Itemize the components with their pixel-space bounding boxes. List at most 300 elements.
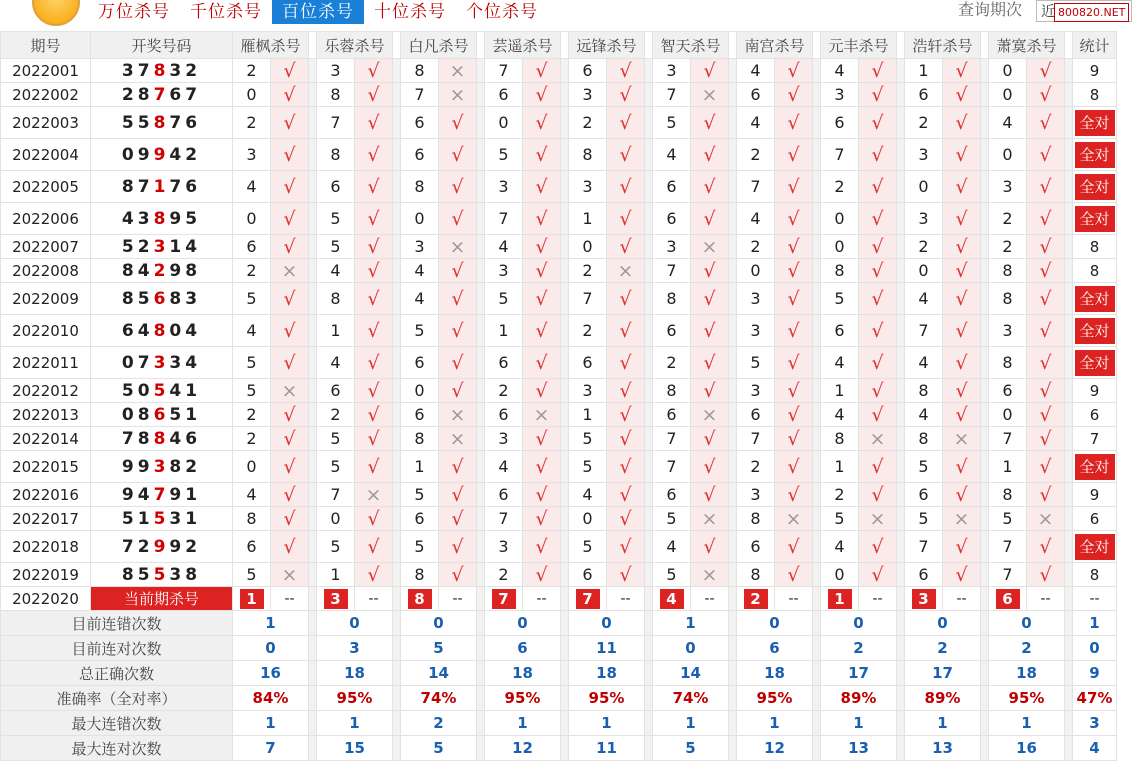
draw-digit: 2 <box>185 144 202 165</box>
summary-value: 9 <box>1073 661 1117 686</box>
summary-value: 18 <box>989 661 1065 686</box>
column-gap <box>813 587 821 611</box>
kill-number: 6 <box>737 403 775 427</box>
kill-number: 6 <box>317 379 355 403</box>
draw-digit: 5 <box>121 112 138 133</box>
header-expert: 乐蓉杀号 <box>317 32 393 59</box>
kill-number: 7 <box>737 171 775 203</box>
kill-number: 4 <box>317 347 355 379</box>
table-row <box>1 563 1117 587</box>
draw-digit: 5 <box>137 112 154 133</box>
column-gap <box>309 235 317 259</box>
stat-cell <box>1073 139 1117 171</box>
column-gap <box>309 315 317 347</box>
summary-value: 74% <box>653 686 729 711</box>
current-kill-cell <box>317 587 355 611</box>
summary-value: 89% <box>821 686 897 711</box>
kill-number: 5 <box>989 507 1027 531</box>
draw-digit-highlight: 8 <box>153 112 170 133</box>
kill-number: 0 <box>317 507 355 531</box>
summary-label: 最大连对次数 <box>1 736 233 761</box>
column-gap <box>897 259 905 283</box>
column-gap <box>1065 427 1073 451</box>
pending-result: -- <box>1027 587 1065 611</box>
kill-number: 6 <box>233 235 271 259</box>
kill-number: 3 <box>821 83 859 107</box>
column-gap <box>561 531 569 563</box>
check-icon: √ <box>271 139 309 171</box>
check-icon: √ <box>691 427 729 451</box>
cross-icon: × <box>691 507 729 531</box>
column-gap <box>981 347 989 379</box>
column-gap <box>1065 259 1073 283</box>
draw-digit: 4 <box>137 320 154 341</box>
check-icon: √ <box>691 59 729 83</box>
stat-cell <box>1073 107 1117 139</box>
column-gap <box>897 283 905 315</box>
period-cell: 2022018 <box>1 531 91 563</box>
current-kill-number: 1 <box>240 589 264 609</box>
draw-number <box>91 531 233 563</box>
summary-row <box>1 736 1117 761</box>
check-icon: √ <box>271 531 309 563</box>
summary-row <box>1 686 1117 711</box>
stat-cell: -- <box>1073 587 1117 611</box>
current-kill-number: 4 <box>660 589 684 609</box>
current-kill-cell <box>569 587 607 611</box>
all-correct-badge: 全对 <box>1075 110 1115 136</box>
check-icon: √ <box>355 83 393 107</box>
check-icon: √ <box>775 59 813 83</box>
check-icon: √ <box>775 203 813 235</box>
summary-value: 1 <box>317 711 393 736</box>
column-gap <box>309 32 317 59</box>
column-gap <box>645 736 653 761</box>
column-gap <box>561 587 569 611</box>
summary-value: 89% <box>905 686 981 711</box>
check-icon: √ <box>523 283 561 315</box>
column-gap <box>897 139 905 171</box>
column-gap <box>393 483 401 507</box>
check-icon: √ <box>607 483 645 507</box>
column-gap <box>813 507 821 531</box>
summary-value: 1 <box>653 611 729 636</box>
column-gap <box>981 139 989 171</box>
draw-digit-highlight: 3 <box>153 352 170 373</box>
check-icon: √ <box>439 451 477 483</box>
column-gap <box>813 403 821 427</box>
period-cell: 2022009 <box>1 283 91 315</box>
summary-value: 84% <box>233 686 309 711</box>
check-icon: √ <box>355 507 393 531</box>
header-expert: 元丰杀号 <box>821 32 897 59</box>
kill-number: 4 <box>317 259 355 283</box>
column-gap <box>645 235 653 259</box>
kill-number: 2 <box>233 259 271 283</box>
column-gap <box>1065 661 1073 686</box>
kill-number: 3 <box>569 83 607 107</box>
kill-number: 2 <box>821 483 859 507</box>
kill-number: 3 <box>569 171 607 203</box>
pending-result: -- <box>271 587 309 611</box>
column-gap <box>477 661 485 686</box>
draw-digit: 2 <box>137 536 154 557</box>
check-icon: √ <box>607 347 645 379</box>
column-gap <box>813 531 821 563</box>
summary-value: 1 <box>737 711 813 736</box>
kill-number: 0 <box>989 139 1027 171</box>
kill-number: 0 <box>485 107 523 139</box>
column-gap <box>813 711 821 736</box>
check-icon: √ <box>775 451 813 483</box>
column-gap <box>813 611 821 636</box>
column-gap <box>1065 531 1073 563</box>
kill-number: 0 <box>905 171 943 203</box>
column-gap <box>813 563 821 587</box>
column-gap <box>477 507 485 531</box>
draw-digit: 8 <box>185 564 202 585</box>
kill-number: 5 <box>485 139 523 171</box>
kill-number: 8 <box>821 427 859 451</box>
draw-digit-highlight: 9 <box>153 536 170 557</box>
header-stat: 统计 <box>1073 32 1117 59</box>
kill-number: 7 <box>989 531 1027 563</box>
kill-number: 3 <box>485 531 523 563</box>
stat-cell <box>1073 531 1117 563</box>
column-gap <box>393 347 401 379</box>
period-cell: 2022015 <box>1 451 91 483</box>
stat-cell: 6 <box>1073 403 1117 427</box>
column-gap <box>645 283 653 315</box>
check-icon: √ <box>523 451 561 483</box>
pending-result: -- <box>943 587 981 611</box>
column-gap <box>393 451 401 483</box>
column-gap <box>813 171 821 203</box>
column-gap <box>1065 736 1073 761</box>
table-row <box>1 379 1117 403</box>
kill-number: 5 <box>317 451 355 483</box>
kill-number: 0 <box>821 235 859 259</box>
column-gap <box>897 379 905 403</box>
draw-digit: 9 <box>169 260 186 281</box>
draw-number <box>91 203 233 235</box>
kill-number: 4 <box>233 171 271 203</box>
check-icon: √ <box>523 203 561 235</box>
kill-number: 8 <box>821 259 859 283</box>
kill-number: 6 <box>485 347 523 379</box>
column-gap <box>645 171 653 203</box>
column-gap <box>897 83 905 107</box>
column-gap <box>393 686 401 711</box>
header-expert: 智天杀号 <box>653 32 729 59</box>
column-gap <box>1065 347 1073 379</box>
column-gap <box>813 139 821 171</box>
check-icon: √ <box>775 347 813 379</box>
draw-digit-highlight: 3 <box>153 456 170 477</box>
column-gap <box>393 107 401 139</box>
column-gap <box>309 259 317 283</box>
column-gap <box>645 636 653 661</box>
check-icon: √ <box>691 379 729 403</box>
table-row <box>1 107 1117 139</box>
column-gap <box>561 611 569 636</box>
column-gap <box>309 736 317 761</box>
all-correct-badge: 全对 <box>1075 206 1115 232</box>
current-kill-number: 8 <box>408 589 432 609</box>
check-icon: √ <box>775 83 813 107</box>
kill-number: 8 <box>401 427 439 451</box>
kill-number: 8 <box>905 379 943 403</box>
tab-3[interactable]: 百位杀号 <box>272 0 364 24</box>
column-gap <box>897 711 905 736</box>
stat-cell <box>1073 203 1117 235</box>
column-gap <box>477 139 485 171</box>
check-icon: √ <box>775 235 813 259</box>
kill-number: 3 <box>737 315 775 347</box>
column-gap <box>1065 83 1073 107</box>
check-icon: √ <box>607 203 645 235</box>
draw-digit: 0 <box>121 144 138 165</box>
summary-value: 2 <box>401 711 477 736</box>
column-gap <box>477 32 485 59</box>
column-gap <box>393 403 401 427</box>
column-gap <box>393 203 401 235</box>
kill-number: 3 <box>485 171 523 203</box>
check-icon: √ <box>691 203 729 235</box>
kill-number: 6 <box>485 83 523 107</box>
draw-digit-highlight: 8 <box>153 428 170 449</box>
column-gap <box>1065 171 1073 203</box>
column-gap <box>561 427 569 451</box>
column-gap <box>309 403 317 427</box>
check-icon: √ <box>271 347 309 379</box>
period-cell: 2022001 <box>1 59 91 83</box>
column-gap <box>645 531 653 563</box>
draw-digit-highlight: 5 <box>153 508 170 529</box>
tab-4[interactable]: 十位杀号 <box>374 2 446 22</box>
draw-digit-highlight: 6 <box>153 404 170 425</box>
current-kill-cell <box>653 587 691 611</box>
column-gap <box>393 235 401 259</box>
check-icon: √ <box>691 483 729 507</box>
stat-cell <box>1073 347 1117 379</box>
check-icon: √ <box>691 315 729 347</box>
column-gap <box>729 661 737 686</box>
kill-number: 0 <box>233 83 271 107</box>
draw-digit: 8 <box>169 456 186 477</box>
column-gap <box>309 203 317 235</box>
kill-number: 5 <box>905 507 943 531</box>
draw-number <box>91 171 233 203</box>
column-gap <box>1065 507 1073 531</box>
column-gap <box>645 83 653 107</box>
check-icon: √ <box>439 531 477 563</box>
column-gap <box>393 32 401 59</box>
column-gap <box>729 203 737 235</box>
column-gap <box>729 451 737 483</box>
check-icon: √ <box>607 107 645 139</box>
draw-digit: 7 <box>121 428 138 449</box>
kill-number: 6 <box>989 379 1027 403</box>
kill-number: 3 <box>233 139 271 171</box>
kill-number: 7 <box>485 59 523 83</box>
check-icon: √ <box>691 259 729 283</box>
summary-value: 16 <box>989 736 1065 761</box>
column-gap <box>1065 107 1073 139</box>
kill-number: 1 <box>569 203 607 235</box>
check-icon: √ <box>523 483 561 507</box>
column-gap <box>729 83 737 107</box>
check-icon: √ <box>271 283 309 315</box>
column-gap <box>477 427 485 451</box>
column-gap <box>813 636 821 661</box>
column-gap <box>813 451 821 483</box>
cross-icon: × <box>439 83 477 107</box>
tab-2[interactable]: 千位杀号 <box>190 2 262 22</box>
check-icon: √ <box>439 315 477 347</box>
check-icon: √ <box>691 171 729 203</box>
check-icon: √ <box>607 427 645 451</box>
check-icon: √ <box>523 563 561 587</box>
pending-result: -- <box>355 587 393 611</box>
column-gap <box>897 32 905 59</box>
current-kill-number: 2 <box>744 589 768 609</box>
column-gap <box>309 587 317 611</box>
check-icon: √ <box>523 259 561 283</box>
kill-number: 1 <box>569 403 607 427</box>
draw-number <box>91 259 233 283</box>
check-icon: √ <box>859 379 897 403</box>
column-gap <box>393 587 401 611</box>
kill-number: 4 <box>653 531 691 563</box>
check-icon: √ <box>1027 427 1065 451</box>
all-correct-badge: 全对 <box>1075 454 1115 480</box>
kill-number: 3 <box>317 59 355 83</box>
column-gap <box>729 379 737 403</box>
tab-1[interactable]: 万位杀号 <box>98 2 170 22</box>
check-icon: √ <box>1027 483 1065 507</box>
column-gap <box>561 563 569 587</box>
summary-value: 0 <box>821 611 897 636</box>
column-gap <box>309 611 317 636</box>
draw-digit: 4 <box>169 380 186 401</box>
draw-number <box>91 379 233 403</box>
header-expert: 浩轩杀号 <box>905 32 981 59</box>
kill-number: 3 <box>485 259 523 283</box>
draw-digit: 9 <box>169 536 186 557</box>
kill-number: 2 <box>485 379 523 403</box>
draw-digit-highlight: 8 <box>153 60 170 81</box>
cross-icon: × <box>439 427 477 451</box>
kill-number: 6 <box>485 483 523 507</box>
kill-number: 6 <box>317 171 355 203</box>
kill-number: 2 <box>905 107 943 139</box>
check-icon: √ <box>439 379 477 403</box>
column-gap <box>309 83 317 107</box>
column-gap <box>897 171 905 203</box>
column-gap <box>897 686 905 711</box>
kill-number: 5 <box>317 531 355 563</box>
check-icon: √ <box>943 107 981 139</box>
column-gap <box>309 347 317 379</box>
check-icon: √ <box>775 139 813 171</box>
check-icon: √ <box>523 427 561 451</box>
column-gap <box>813 259 821 283</box>
column-gap <box>309 483 317 507</box>
check-icon: √ <box>1027 83 1065 107</box>
period-cell: 2022014 <box>1 427 91 451</box>
check-icon: √ <box>355 451 393 483</box>
draw-digit-highlight: 5 <box>153 564 170 585</box>
kill-number: 1 <box>317 563 355 587</box>
kill-number: 2 <box>233 59 271 83</box>
check-icon: √ <box>607 139 645 171</box>
kill-number: 5 <box>317 235 355 259</box>
column-gap <box>897 107 905 139</box>
check-icon: √ <box>271 403 309 427</box>
tab-5[interactable]: 个位杀号 <box>466 2 538 22</box>
kill-number: 0 <box>989 59 1027 83</box>
kill-number: 4 <box>905 283 943 315</box>
column-gap <box>897 483 905 507</box>
column-gap <box>981 563 989 587</box>
kill-number: 6 <box>485 403 523 427</box>
kill-number: 5 <box>569 427 607 451</box>
kill-number: 7 <box>317 483 355 507</box>
column-gap <box>561 686 569 711</box>
column-gap <box>1065 283 1073 315</box>
draw-digit-highlight: 6 <box>153 288 170 309</box>
column-gap <box>561 139 569 171</box>
kill-number: 4 <box>233 315 271 347</box>
column-gap <box>561 171 569 203</box>
kill-number: 3 <box>569 379 607 403</box>
column-gap <box>393 531 401 563</box>
summary-value: 14 <box>401 661 477 686</box>
check-icon: √ <box>691 283 729 315</box>
kill-number: 2 <box>905 235 943 259</box>
kill-number: 4 <box>821 59 859 83</box>
kill-number: 2 <box>653 347 691 379</box>
kill-number: 5 <box>653 107 691 139</box>
draw-digit: 2 <box>121 84 138 105</box>
kill-number: 4 <box>485 235 523 259</box>
check-icon: √ <box>859 531 897 563</box>
current-kill-cell <box>233 587 271 611</box>
column-gap <box>561 259 569 283</box>
cross-icon: × <box>691 563 729 587</box>
kill-number: 5 <box>233 347 271 379</box>
kill-number: 0 <box>233 203 271 235</box>
summary-label: 最大连错次数 <box>1 711 233 736</box>
column-gap <box>309 563 317 587</box>
summary-value: 95% <box>569 686 645 711</box>
column-gap <box>645 587 653 611</box>
draw-digit: 1 <box>137 508 154 529</box>
column-gap <box>981 403 989 427</box>
table-row <box>1 347 1117 379</box>
check-icon: √ <box>523 83 561 107</box>
summary-value: 15 <box>317 736 393 761</box>
check-icon: √ <box>271 203 309 235</box>
check-icon: √ <box>523 507 561 531</box>
column-gap <box>981 661 989 686</box>
cross-icon: × <box>691 235 729 259</box>
kill-number: 2 <box>233 427 271 451</box>
column-gap <box>477 403 485 427</box>
kill-number: 2 <box>989 203 1027 235</box>
draw-digit: 4 <box>121 208 138 229</box>
